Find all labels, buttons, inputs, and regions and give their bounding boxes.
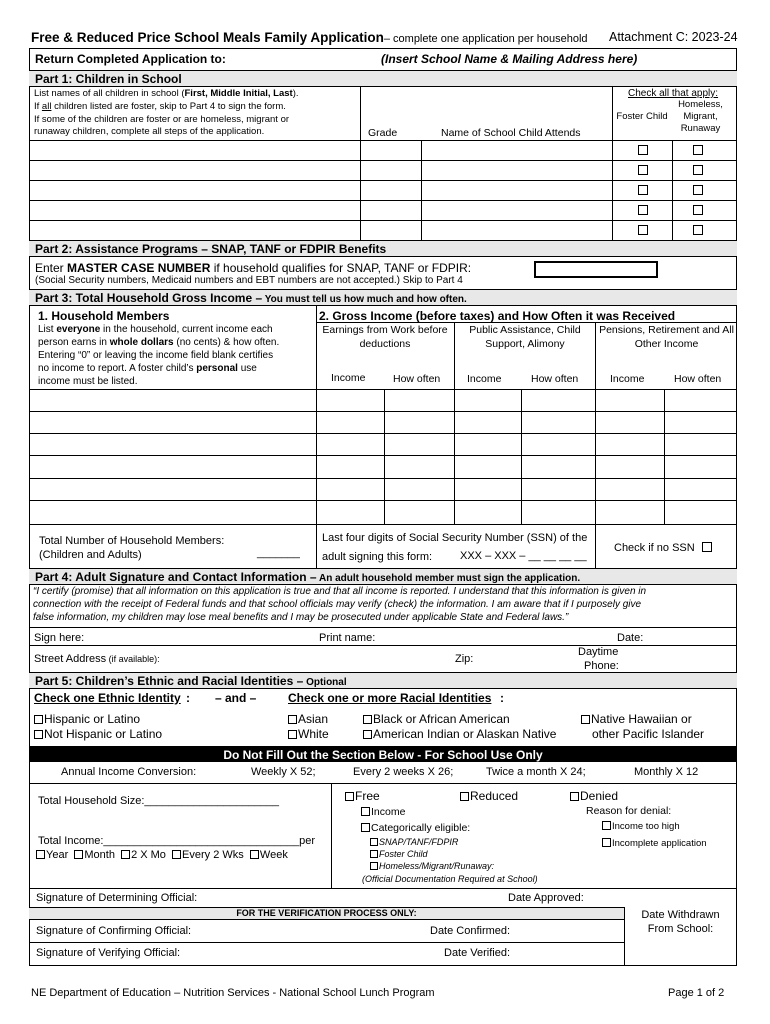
denied-option[interactable] xyxy=(570,790,618,802)
member-name-input[interactable] xyxy=(30,390,316,411)
asian-checkbox[interactable] xyxy=(288,715,297,724)
col-income: Income xyxy=(467,373,502,385)
black-checkbox[interactable] xyxy=(363,715,372,724)
not-hispanic-label: Not Hispanic or Latino xyxy=(44,727,163,741)
grid-line xyxy=(612,87,613,241)
grid-line xyxy=(360,87,361,241)
homeless-checkbox[interactable] xyxy=(693,165,703,175)
group-assistance: Public Assistance, Child Support, Alimony xyxy=(469,324,581,350)
denied-checkbox[interactable] xyxy=(570,792,579,801)
twice-month-checkbox[interactable] xyxy=(121,850,130,859)
determining-label: Signature of Determining Official: xyxy=(36,892,198,904)
case-bold: MASTER CASE NUMBER xyxy=(67,261,211,275)
street-input[interactable] xyxy=(170,647,450,671)
case-number-label xyxy=(35,262,471,274)
member-name-input[interactable] xyxy=(30,456,316,478)
homeless-migrant-checkbox[interactable] xyxy=(370,862,378,870)
part1-instructions: If some of the children are foster or are homeless, migrant or xyxy=(34,114,290,125)
frequency-options xyxy=(36,850,288,861)
phone-input[interactable] xyxy=(622,647,734,671)
categorical-label: Categorically eligible: xyxy=(371,822,471,834)
incomplete-option[interactable] xyxy=(602,838,707,849)
part5-heading-note: Optional xyxy=(303,677,347,688)
part4-heading xyxy=(35,571,580,584)
grid-line xyxy=(29,942,624,943)
part2-heading: Part 2: Assistance Programs – SNAP, TANF or FDPIR Benefits xyxy=(35,242,387,256)
snap-checkbox[interactable] xyxy=(370,838,378,846)
members-text: no income to report. A foster child’s xyxy=(38,363,197,374)
members-text: use xyxy=(237,363,257,374)
homeless-checkbox[interactable] xyxy=(693,205,703,215)
zip-input[interactable] xyxy=(478,647,573,671)
attachment-label: Attachment C: 2023-24 xyxy=(609,30,738,44)
black-label: Black or African American xyxy=(373,712,510,726)
gross-title: 2. Gross Income (before taxes) and How Often it was Received xyxy=(319,309,676,323)
verifying-label: Signature of Verifying Official: xyxy=(36,947,181,959)
grid-line xyxy=(384,389,385,524)
group-pensions: Pensions, Retirement and All Other Income xyxy=(599,324,734,350)
racial-colon: : xyxy=(500,691,504,705)
foster-checkbox[interactable] xyxy=(638,145,648,155)
month-label: Month xyxy=(84,849,115,861)
official-doc-note: (Official Documentation Required at School) xyxy=(362,874,538,884)
zip-label: Zip: xyxy=(455,653,474,665)
instr-text: ). xyxy=(292,88,299,99)
grid-line xyxy=(331,783,332,888)
part1-instructions: runaway children, complete all steps of the application. xyxy=(34,126,265,137)
no-ssn-label: Check if no SSN xyxy=(614,542,695,554)
col-homeless: Homeless, Migrant, Runaway xyxy=(678,99,723,134)
conversion-label: Annual Income Conversion: xyxy=(61,766,197,778)
conversion-monthly: Monthly X 12 xyxy=(634,766,699,778)
grid-line xyxy=(521,389,522,524)
date-approved-label: Date Approved: xyxy=(508,892,584,904)
date-confirmed-input[interactable] xyxy=(512,921,622,941)
free-label: Free xyxy=(355,789,380,803)
case-text: Enter xyxy=(35,261,68,275)
ethnic-colon: : xyxy=(186,691,190,705)
homeless-option[interactable] xyxy=(370,862,494,871)
member-name-input[interactable] xyxy=(30,501,316,524)
verification-label: FOR THE VERIFICATION PROCESS ONLY: xyxy=(236,908,417,918)
grid-line xyxy=(664,389,665,524)
grid-line xyxy=(595,322,596,569)
withdrawn-label: Date Withdrawn xyxy=(641,909,720,921)
hawaiian-option[interactable] xyxy=(581,713,692,725)
and-label: – and – xyxy=(215,691,257,705)
school-use-banner-text: Do Not Fill Out the Section Below - For School Use Only xyxy=(223,748,543,762)
withdrawn-label: From School: xyxy=(647,923,714,935)
footer-page: Page 1 of 2 xyxy=(668,987,725,999)
reduced-label: Reduced xyxy=(470,789,519,803)
incomplete-label: Incomplete application xyxy=(612,838,707,849)
certification-text: “I certify (promise) that all information on this application is true and that all income is reported. I understand that this information is given in xyxy=(33,586,647,597)
too-high-checkbox[interactable] xyxy=(602,821,611,830)
grid-line xyxy=(29,627,737,628)
confirming-label: Signature of Confirming Official: xyxy=(36,925,192,937)
child-name-input[interactable] xyxy=(30,181,360,200)
members-bold: personal xyxy=(196,363,238,374)
income-option[interactable] xyxy=(361,807,405,818)
child-name-input[interactable] xyxy=(30,221,360,240)
foster-checkbox[interactable] xyxy=(638,185,648,195)
print-name-input[interactable] xyxy=(380,629,610,644)
total-members-label: (Children and Adults) xyxy=(39,549,142,561)
twice-month-label: 2 X Mo xyxy=(131,849,166,861)
income-label: Income xyxy=(371,806,406,818)
month-checkbox[interactable] xyxy=(74,850,83,859)
members-instr xyxy=(38,338,279,348)
foster-checkbox[interactable] xyxy=(638,205,648,215)
date-verified-input[interactable] xyxy=(515,944,622,964)
hispanic-label: Hispanic or Latino xyxy=(44,712,141,726)
grid-line xyxy=(29,645,737,646)
asian-option[interactable] xyxy=(288,713,328,725)
members-instr: Entering “0” or leaving the income field blank certifies xyxy=(38,350,274,361)
homeless-checkbox[interactable] xyxy=(693,225,703,235)
sign-here-label: Sign here: xyxy=(34,632,85,644)
grid-line xyxy=(454,322,455,524)
col-how-often: How often xyxy=(531,373,579,385)
reason-label: Reason for denial: xyxy=(586,805,672,817)
american-indian-checkbox[interactable] xyxy=(363,730,372,739)
homeless-checkbox[interactable] xyxy=(693,145,703,155)
racial-label: Check one or more Racial Identities xyxy=(288,691,492,705)
every-2-wks-label: Every 2 Wks xyxy=(182,849,244,861)
instr-underline: all xyxy=(41,101,52,112)
date-approved-input[interactable] xyxy=(590,889,734,906)
ethnic-label: Check one Ethnic Identity xyxy=(34,691,181,705)
hawaiian-label-2: other Pacific Islander xyxy=(592,727,705,741)
phone-label: Phone: xyxy=(584,660,619,672)
col-foster: Foster Child xyxy=(616,111,668,122)
free-option[interactable] xyxy=(345,790,380,802)
conversion-biweekly: Every 2 weeks X 26; xyxy=(353,766,454,778)
date-withdrawn-input[interactable] xyxy=(626,938,735,964)
year-label: Year xyxy=(46,849,69,861)
foster-option[interactable] xyxy=(370,850,428,859)
return-address: (Insert School Name & Mailing Address here) xyxy=(381,52,638,66)
footer-left: NE Department of Education – Nutrition Services - National School Lunch Program xyxy=(31,987,435,999)
ssn-label: adult signing this form: xyxy=(322,551,433,563)
white-option[interactable] xyxy=(288,728,329,740)
verifying-signature-input[interactable] xyxy=(192,944,440,964)
foster-child-checkbox[interactable] xyxy=(370,850,378,858)
part1-instructions xyxy=(34,102,286,112)
denied-label: Denied xyxy=(580,789,619,803)
incomplete-checkbox[interactable] xyxy=(602,838,611,847)
homeless-label: Homeless/Migrant/Runaway: xyxy=(379,861,495,871)
form-title xyxy=(31,31,588,45)
instr-text: children listed are foster, skip to Part 4 to sign the form. xyxy=(51,101,286,112)
total-income-label: Total Income:________________________________per xyxy=(38,835,316,847)
homeless-checkbox[interactable] xyxy=(693,185,703,195)
part4-heading-text: Part 4: Adult Signature and Contact Information – xyxy=(35,570,317,584)
child-name-input[interactable] xyxy=(30,161,360,180)
part5-heading xyxy=(35,675,347,688)
members-bold: whole dollars xyxy=(109,337,174,348)
part1-instructions xyxy=(34,89,299,99)
part1-heading: Part 1: Children in School xyxy=(35,72,182,86)
members-title: 1. Household Members xyxy=(38,309,170,323)
members-bold: everyone xyxy=(56,324,101,335)
instr-text: List names of all children in school ( xyxy=(34,88,185,99)
col-income: Income xyxy=(610,373,645,385)
members-instr xyxy=(38,325,273,335)
week-checkbox[interactable] xyxy=(250,850,259,859)
ssn-input[interactable]: XXX – XXX – __ __ __ __ xyxy=(460,550,587,562)
member-name-input[interactable] xyxy=(30,434,316,455)
child-name-input[interactable] xyxy=(30,141,360,160)
reduced-option[interactable] xyxy=(460,790,518,802)
hispanic-option[interactable] xyxy=(34,713,140,725)
col-school: Name of School Child Attends xyxy=(441,127,581,139)
case-text: if household qualifies for SNAP, TANF or FDPIR: xyxy=(210,261,472,275)
too-high-option[interactable] xyxy=(602,821,680,832)
conversion-twice-month: Twice a month X 24; xyxy=(486,766,586,778)
asian-label: Asian xyxy=(298,712,329,726)
street-note: (if available): xyxy=(106,654,160,664)
child-name-input[interactable] xyxy=(30,201,360,220)
snap-option[interactable] xyxy=(370,838,458,847)
black-option[interactable] xyxy=(363,713,510,725)
grid-line xyxy=(421,140,422,241)
conversion-weekly: Weekly X 52; xyxy=(251,766,316,778)
foster-checkbox[interactable] xyxy=(638,165,648,175)
col-how-often: How often xyxy=(393,373,441,385)
date-input[interactable] xyxy=(648,629,733,644)
col-income: Income xyxy=(331,372,366,384)
certification-text: connection with the receipt of Federal funds and that school officials may verify (check) the information. I am aware that if I purposely give xyxy=(33,599,642,610)
categorical-checkbox[interactable] xyxy=(361,823,370,832)
part5-heading-text: Part 5: Children’s Ethnic and Racial Identities – xyxy=(35,674,304,688)
reduced-checkbox[interactable] xyxy=(460,792,469,801)
signature-input[interactable] xyxy=(92,629,312,644)
no-ssn-checkbox[interactable] xyxy=(702,542,712,552)
grid-line xyxy=(672,140,673,241)
part3-heading-note: You must tell us how much and how often. xyxy=(262,294,467,305)
part3-heading xyxy=(35,292,467,305)
print-name-label: Print name: xyxy=(319,632,376,644)
total-size-label: Total Household Size:______________________ xyxy=(38,795,279,807)
hispanic-checkbox[interactable] xyxy=(34,715,43,724)
foster-label: Foster Child xyxy=(379,849,428,859)
income-checkbox[interactable] xyxy=(361,807,370,816)
members-text: (no cents) & how often. xyxy=(173,337,280,348)
american-indian-label: American Indian or Alaskan Native xyxy=(373,727,557,741)
categorical-option[interactable] xyxy=(361,823,470,834)
white-label: White xyxy=(298,727,329,741)
hawaiian-checkbox[interactable] xyxy=(581,715,590,724)
total-members-label: Total Number of Household Members: xyxy=(39,535,225,547)
check-all-label: Check all that apply: xyxy=(628,88,719,99)
members-text: List xyxy=(38,324,57,335)
instr-text: If xyxy=(34,101,42,112)
grid-line xyxy=(316,322,737,323)
part3-heading-text: Part 3: Total Household Gross Income – xyxy=(35,291,263,305)
date-confirmed-label: Date Confirmed: xyxy=(430,925,511,937)
snap-label: SNAP/TANF/FDPIR xyxy=(379,837,459,847)
free-checkbox[interactable] xyxy=(345,792,354,801)
members-text: person earns in xyxy=(38,337,110,348)
certification-text: false information, my children may lose meal benefits and I may be prosecuted under applicable State and Federal laws.” xyxy=(33,612,569,623)
too-high-label: Income too high xyxy=(612,821,680,832)
instr-bold: First, Middle Initial, Last xyxy=(184,88,293,99)
case-number-note: (Social Security numbers, Medicaid numbers and EBT numbers are not accepted.) Skip to Part 4 xyxy=(35,275,463,286)
confirming-signature-input[interactable] xyxy=(200,921,425,941)
ssn-label: Last four digits of Social Security Number (SSN) of the xyxy=(322,532,588,544)
member-name-input[interactable] xyxy=(30,479,316,500)
grid-line xyxy=(29,783,737,784)
title-note: – complete one application per household xyxy=(383,33,588,45)
col-how-often: How often xyxy=(674,373,722,385)
title-text: Free & Reduced Price School Meals Family Application xyxy=(31,30,384,45)
part4-heading-note: An adult household member must sign the application. xyxy=(316,573,581,584)
american-indian-option[interactable] xyxy=(363,728,556,740)
hawaiian-label: Native Hawaiian or xyxy=(591,712,692,726)
members-instr xyxy=(38,364,257,374)
not-hispanic-checkbox[interactable] xyxy=(34,730,43,739)
street-label xyxy=(34,654,160,665)
member-name-input[interactable] xyxy=(30,412,316,433)
determining-signature-input[interactable] xyxy=(206,889,501,906)
group-earnings: Earnings from Work before deductions xyxy=(322,324,448,350)
case-number-input[interactable] xyxy=(534,261,658,278)
phone-label: Daytime xyxy=(578,646,619,658)
every-2-wks-checkbox[interactable] xyxy=(172,850,181,859)
total-members-input[interactable]: _______ xyxy=(257,547,300,559)
return-label: Return Completed Application to: xyxy=(35,52,226,66)
foster-checkbox[interactable] xyxy=(638,225,648,235)
date-label: Date: xyxy=(617,632,644,644)
year-checkbox[interactable] xyxy=(36,850,45,859)
grid-line xyxy=(316,306,317,569)
week-label: Week xyxy=(259,849,288,861)
white-checkbox[interactable] xyxy=(288,730,297,739)
not-hispanic-option[interactable] xyxy=(34,728,162,740)
grid-line xyxy=(29,524,737,525)
col-grade: Grade xyxy=(368,127,398,139)
date-verified-label: Date Verified: xyxy=(444,947,511,959)
street-text: Street Address xyxy=(34,653,107,665)
members-text: in the household, current income each xyxy=(100,324,273,335)
members-instr: income must be listed. xyxy=(38,376,138,387)
